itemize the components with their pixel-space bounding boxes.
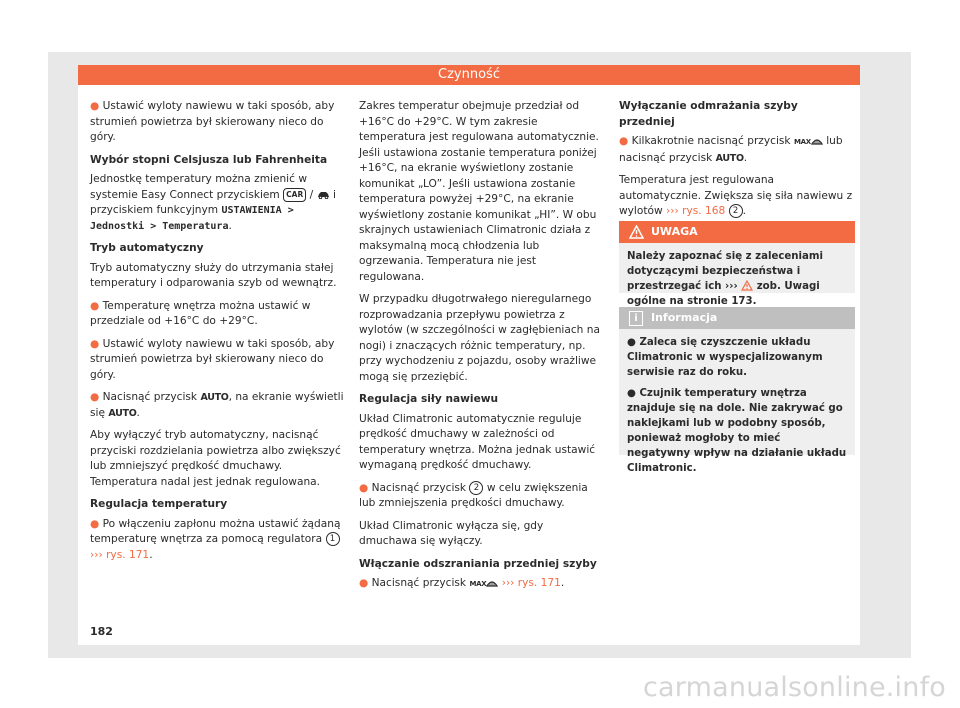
page-number: 182 — [90, 625, 113, 638]
warning-icon — [629, 225, 644, 239]
units-paragraph: Jednostkę temperatury można zmienić w systemie Easy Connect przyciskiem CAR / i przyciskiem funkcyjnym USTAWIENIA > Jednostki > Temperatura. — [90, 173, 336, 232]
auto-key-label: AUTO — [715, 152, 744, 164]
column-1 — [90, 99, 350, 570]
warning-box — [619, 221, 855, 307]
bullet-paragraph: ● Po włączeniu zapłonu można ustawić żądaną temperaturę wnętrza za pomocą regulatora 1 ››› rys. 171. — [90, 517, 341, 561]
callout-number: 2 — [729, 204, 743, 218]
figure-link[interactable]: ››› rys. 171 — [90, 548, 150, 561]
column-2 — [359, 99, 604, 600]
fan-description: Układ Climatronic automatycznie reguluje prędkość dmuchawy w zależności od temperatury wnętrza. Można jednak ustawić wymaganą prędkość dmuchawy. — [359, 412, 596, 471]
max-defrost-label: MAX — [793, 138, 811, 146]
figure-link[interactable]: ››› rys. 168 — [666, 205, 726, 217]
manual-page — [78, 65, 860, 645]
heading-fan: Regulacja siły nawiewu — [359, 393, 499, 405]
heading-units: Wybór stopni Celsjusza lub Fahrenheita — [90, 153, 328, 166]
section-header: Czynność — [78, 65, 860, 85]
bullet-paragraph: ● Temperaturę wnętrza można ustawić w przedziale od +16°C do +29°C. — [90, 299, 311, 327]
bullet-icon: ● — [90, 100, 103, 112]
info-icon: i — [629, 311, 643, 326]
car-button-icon: CAR — [283, 188, 306, 202]
regulation-paragraph: Temperatura jest regulowana automatycznie. Zwiększa się siła nawiewu z wylotów ››› rys. 168 2 . — [619, 174, 853, 217]
warning-header: UWAGA — [619, 221, 855, 243]
warning-small-icon — [741, 280, 753, 291]
bullet-icon: ● — [90, 391, 103, 403]
bullet-paragraph: ● Nacisnąć przycisk MAX ››› rys. 171. — [359, 577, 565, 589]
bullet-paragraph: ● Nacisnąć przycisk 2 w celu zwiększenia lub zmniejszenia prędkości dmuchawy. — [359, 481, 588, 509]
bullet-icon: ● — [90, 337, 103, 350]
heading-defrost-off: Wyłączanie odmrażania szyby przedniej — [619, 100, 798, 128]
info-text — [619, 329, 855, 476]
info-item: ● Czujnik temperatury wnętrza znajduje się na dole. Nie zakrywać go naklejkami lub w podobny sposób, ponieważ mogłoby to mieć negatywny wpływ na działanie układu Climatronic. — [627, 388, 847, 474]
bullet-icon: ● — [90, 517, 103, 530]
bullet-paragraph: ● Nacisnąć przycisk AUTO, na ekranie wyświetli się AUTO. — [90, 391, 344, 419]
off-paragraph: Układ Climatronic wyłącza się, gdy dmuchawa się wyłączy. — [359, 519, 544, 547]
car-menu-icon — [317, 190, 330, 199]
heading-defrost: Włączanie odszraniania przedniej szyby — [359, 557, 597, 570]
airflow-paragraph: W przypadku długotrwałego nieregularnego rozprowadzania przepływu powietrza z wylotów (w szczególności w zagłębieniach na nogi) i znaczących różnic temperatury, np. przy wychodzeniu z pojazdu, osoby wrażliwe mogą się przeziębić. — [359, 293, 600, 383]
max-defrost-label: MAX — [469, 580, 487, 588]
figure-link[interactable]: ››› rys. 171 — [501, 577, 561, 589]
bullet-icon: ● — [359, 481, 372, 494]
auto-description: Tryb automatyczny służy do utrzymania stałej temperatury i odparowania szyb od wewnątrz. — [90, 261, 337, 289]
max-defrost-icon — [811, 136, 823, 146]
max-defrost-icon — [486, 578, 498, 588]
heading-temperature: Regulacja temperatury — [90, 498, 228, 510]
heading-auto: Tryb automatyczny — [90, 242, 204, 254]
bullet-paragraph: ● Kilkakrotnie nacisnąć przycisk MAX lub nacisnąć przycisk AUTO. — [619, 135, 843, 164]
bullet-paragraph: ● Ustawić wyloty nawiewu w taki sposób, aby strumień powietrza był skierowany nieco do góry. — [90, 100, 335, 143]
info-box — [619, 307, 855, 474]
callout-number: 1 — [326, 532, 340, 546]
info-item: ● Zaleca się czyszczenie układu Climatronic w wyspecjalizowanym serwisie raz do roku. — [627, 337, 823, 378]
settings-path: USTAWIENIA > Jednostki > Temperatura — [90, 205, 294, 232]
callout-number: 2 — [469, 481, 483, 495]
watermark: carmanualsonline.info — [643, 672, 946, 703]
auto-key-label: AUTO — [200, 392, 229, 403]
info-header: i Informacja — [619, 307, 855, 329]
auto-key-label: AUTO — [108, 407, 137, 419]
bullet-icon: ● — [90, 299, 103, 312]
bullet-icon: ● — [619, 135, 632, 147]
auto-off-paragraph: Aby wyłączyć tryb automatyczny, nacisnąć przyciski rozdzielania powietrza albo zwiększyć lub zmniejszyć prędkość dmuchawy. Temperatura nadal jest jednak regulowana. — [90, 429, 341, 488]
warning-link[interactable]: zob. Uwagi ogólne na stronie 173. — [627, 281, 820, 307]
bullet-icon: ● — [359, 577, 372, 589]
column-3 — [619, 99, 855, 474]
bullet-paragraph: ● Ustawić wyloty nawiewu w taki sposób, aby strumień powietrza był skierowany nieco do góry. — [90, 337, 335, 381]
range-paragraph: Zakres temperatur obejmuje przedział od +16°C do +29°C. W tym zakresie temperatura jest regulowana automatycznie. Jeśli ustawiona zostanie temperatura poniżej +16°C, na ekranie wyświetlony zostanie komunikat „LO”. Jeśli ustawiona zostanie temperatura powyżej +29°C, na ekranie wyświetlony zostanie komunikat „HI”. W obu skrajnych ustawieniach Climatronic działa z maksymalną mocą chłodzenia lub ogrzewania. Temperatura nie jest regulowana. — [359, 100, 599, 283]
warning-text: Należy zapoznać się z zaleceniami dotyczącymi bezpieczeństwa i przestrzegać ich ››› zob. Uwagi ogólne na stronie 173. — [627, 251, 824, 307]
